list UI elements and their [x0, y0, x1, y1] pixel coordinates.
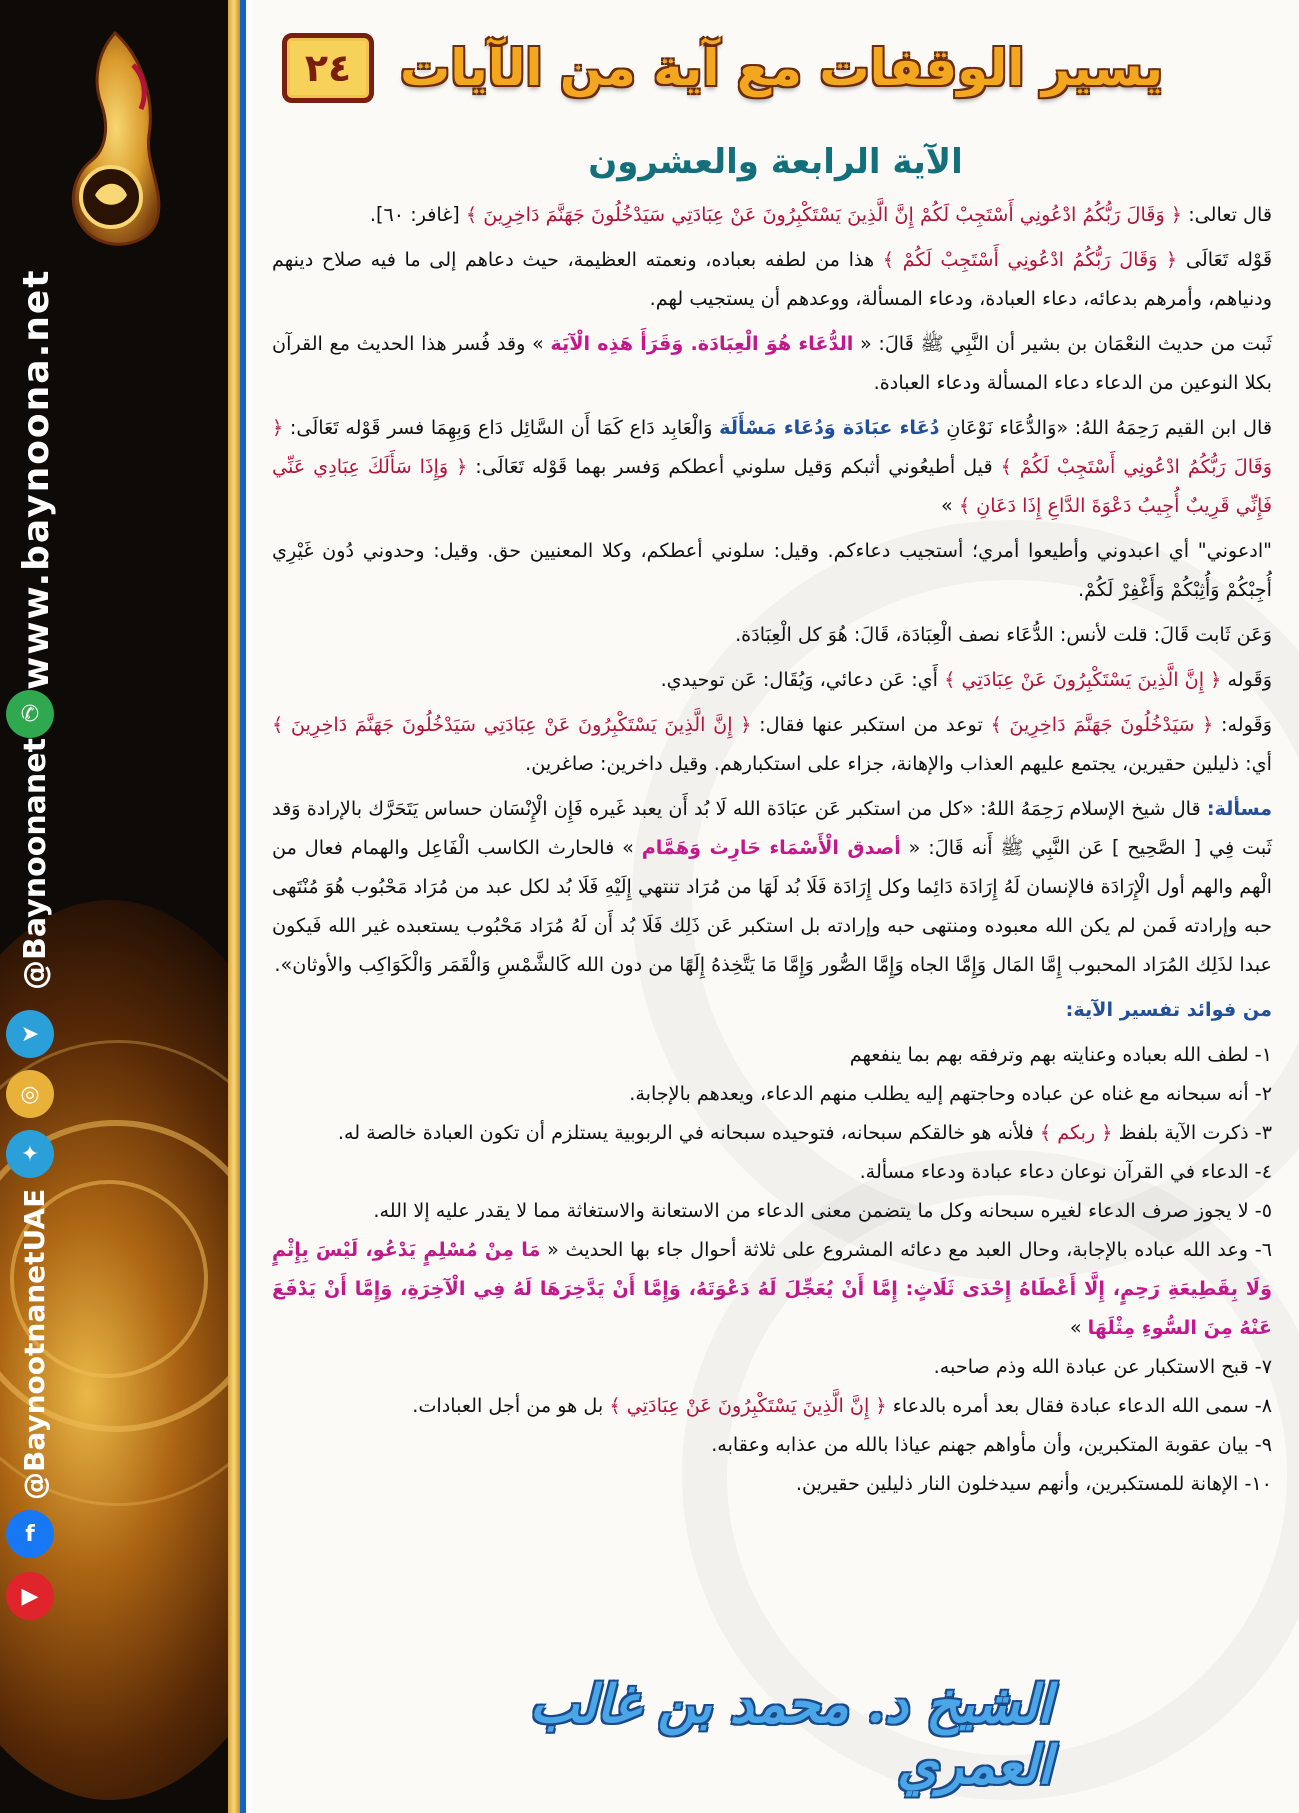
quran-quote: ﴿ إِنَّ الَّذِينَ يَسْتَكْبِرُونَ عَنْ عِبَادَتِي ﴾ [944, 668, 1222, 691]
quran-quote: ﴿ وَقَالَ رَبُّكُمُ ادْعُونِي أَسْتَجِبْ لَكُمْ إِنَّ الَّذِينَ يَسْتَكْبِرُونَ عَنْ عِبَادَتِي سَيَدْخُلُونَ جَهَنَّمَ دَاخِرِينَ ﴾ [465, 203, 1183, 226]
quran-quote: ﴿ وَقَالَ رَبُّكُمُ ادْعُونِي أَسْتَجِبْ لَكُمْ ﴾ [882, 248, 1178, 271]
paragraph: مسألة: قال شيخ الإسلام رَحِمَهُ اللهُ: «كل من استكبر عَن عبَادَة الله لَا بُد أَن يعبد غَيره فَإِن الْإِنْسَان حساس يَتَحَرَّك بالإرادة وَقد ثَبت فِي [ الصَّحِيح ] عَن النَّبِي ﷺ أَنه قَالَ: « أصدق الْأَسْمَاء حَارِث وَهَمَّام » فالحارث الكاسب الْفَاعِل والهمام فعال من الْهم والهم أول الْإِرَادَة فالإنسان لَهُ إِرَادَة دَائِما وكل إِرَادَة فَلَا بُد لَهَا من مُرَاد تنتهي إِلَيْهِ فَلَا بُد لكل عبد من مُرَاد مَحْبُوب هُوَ مُنْتَهى حبه وإرادته فَمن لم يكن الله معبوده ومنتهى حبه وإرادته بل استكبر عَن ذَلِك فَلَا بُد أَن لَهُ مُرَاد مَحْبُوب يستعبده غير الله فَيكون عبدا لذَلِك المُرَاد المحبوب إِمَّا المَال وَإِمَّا الجاه وَإِمَّا الصُّور وَإِمَّا مَا يَتَّخِذهُ إِلَهًا من دون الله كَالشَّمْسِ وَالْقَمَر وَالْكَوَاكِب والأوثان». [272, 797, 1272, 976]
quran-quote: ﴿ وَقَالَ رَبُّكُمُ ادْعُونِي أَسْتَجِبْ لَكُمْ ﴾ [272, 416, 1272, 478]
quran-quote: ﴿ ربكم ﴾ [1039, 1121, 1113, 1144]
header [282, 30, 1282, 105]
sidebar [0, 0, 246, 1813]
paragraph: "ادعوني" أي اعبدوني وأطيعوا أمري؛ أستجيب دعاءكم. وقيل: سلوني أعطكم، وكلا المعنيين حق. وقيل: وحدوني دُون غَيْرِي أُجِبْكُمْ وَأُثِبْكُمْ وَأَغْفِرْ لَكُمْ. [272, 539, 1272, 601]
website-url[interactable]: www.baynoona.net [16, 268, 57, 690]
issue-label: مسألة: [1206, 797, 1272, 820]
social-handle-baynootnanetuae[interactable]: @BaynootnanetUAE [18, 1188, 51, 1500]
paragraph: وَقَوله: ﴿ سَيَدْخُلُونَ جَهَنَّمَ دَاخِرِينَ ﴾ توعد من استكبر عنها فقال: ﴿ إِنَّ الَّذِينَ يَسْتَكْبِرُونَ عَنْ عِبَادَتِي سَيَدْخُلُونَ جَهَنَّمَ دَاخِرِينَ ﴾ أي: ذليلين حقيرين، يجتمع عليهم العذاب والإهانة، جزاء على استكبارهم. وقيل داخرين: صاغرين. [272, 713, 1272, 775]
social-handle-baynoonanet[interactable]: @Baynoonanet [18, 738, 53, 990]
instagram-icon[interactable]: ◎ [6, 1070, 54, 1118]
paragraph: قَوْله تَعَالَى ﴿ وَقَالَ رَبُّكُمُ ادْعُونِي أَسْتَجِبْ لَكُمْ ﴾ هذا من لطفه بعباده، ونعمته العظيمة، حيث دعاهم إلى ما فيه صلاح دينهم ودنياهم، وأمرهم بدعائه، دعاء العبادة، ودعاء المسألة، ووعدهم أن يستجيب لهم. [272, 248, 1273, 310]
list-item: ٤- الدعاء في القرآن نوعان دعاء عبادة ودعاء مسألة. [859, 1160, 1272, 1183]
quran-quote: ﴿ إِنَّ الَّذِينَ يَسْتَكْبِرُونَ عَنْ عِبَادَتِي ﴾ [609, 1394, 887, 1417]
benefits-list [272, 1035, 1272, 1503]
youtube-icon[interactable]: ▶ [6, 1572, 54, 1620]
hadith-quote: مَا مِنْ مُسْلِمٍ يَدْعُو، لَيْسَ بِإِثْمٍ وَلَا بِقَطِيعَةِ رَحِمٍ، إِلَّا أَعْطَاهُ إِحْدَى ثَلَاثٍ: إِمَّا أَنْ يُعَجِّلَ لَهُ دَعْوَتَهُ، وَإِمَّا أَنْ يَدَّخِرَهَا لَهُ فِي الْآخِرَةِ، وَإِمَّا أَنْ يَدْفَعَ عَنْهُ مِنَ السُّوءِ مِثْلَهَا [272, 1238, 1272, 1339]
list-item: ٨- سمى الله الدعاء عبادة فقال بعد أمره بالدعاء ﴿ إِنَّ الَّذِينَ يَسْتَكْبِرُونَ عَنْ عِبَادَتِي ﴾ بل هو من أجل العبادات. [412, 1394, 1272, 1417]
list-item: ٩- بيان عقوبة المتكبرين، وأن مأواهم جهنم عياذا بالله من عذابه وعقابه. [711, 1433, 1272, 1456]
benefits-heading: من فوائد تفسير الآية: [1065, 998, 1272, 1021]
quran-quote: ﴿ سَيَدْخُلُونَ جَهَنَّمَ دَاخِرِينَ ﴾ [990, 713, 1214, 736]
verse-subtitle: الآية الرابعة والعشرون [588, 142, 963, 182]
list-item: ٥- لا يجوز صرف الدعاء لغيره سبحانه وكل ما يتضمن معنى الدعاء من الاستعانة والاستغاثة مما لا يقدر عليه إلا الله. [373, 1199, 1272, 1222]
paragraph: قال ابن القيم رَحِمَهُ اللهُ: «وَالدُّعَاء نَوْعَانِ دُعَاء عبَادَة وَدُعَاء مَسْأَلَة وَالْعَابِد دَاع كَمَا أَن السَّائِل دَاع وَبِهِمَا فسر قَوْله تَعَالَى: ﴿ وَقَالَ رَبُّكُمُ ادْعُونِي أَسْتَجِبْ لَكُمْ ﴾ قيل أطيعُوني أثبكم وَقيل سلوني أعطكم وَفسر بهما قَوْله تَعَالَى: ﴿ وَإِذَا سَأَلَكَ عِبَادِي عَنِّي فَإِنِّي قَرِيبٌ أُجِيبُ دَعْوَةَ الدَّاعِ إِذَا دَعَانِ ﴾ » [272, 416, 1273, 517]
paragraph: قال تعالى: ﴿ وَقَالَ رَبُّكُمُ ادْعُونِي أَسْتَجِبْ لَكُمْ إِنَّ الَّذِينَ يَسْتَكْبِرُونَ عَنْ عِبَادَتِي سَيَدْخُلُونَ جَهَنَّمَ دَاخِرِينَ ﴾ [غافر: ٦٠]. [369, 203, 1272, 226]
list-item: ٢- أنه سبحانه مع غناه عن عباده وحاجتهم إليه يطلب منهم الدعاء، ويعدهم بالإجابة. [629, 1082, 1272, 1105]
telegram-icon[interactable]: ➤ [6, 1010, 54, 1058]
hadith-quote: الدُّعَاء هُوَ الْعِبَادَة. وَقَرَأَ هَذِه الْآيَة [550, 332, 854, 355]
twitter-icon[interactable]: ✦ [6, 1130, 54, 1178]
paragraph: ثَبت من حديث النعْمَان بن بشير أن النَّبِي ﷺ قَالَ: « الدُّعَاء هُوَ الْعِبَادَة. وَقَرَأَ هَذِه الْآيَة » وقد فُسر هذا الحديث مع القرآن بكلا النوعين من الدعاء دعاء المسألة ودعاء العبادة. [272, 332, 1272, 394]
list-item: ٦- وعد الله عباده بالإجابة، وحال العبد مع دعائه المشروع على ثلاثة أحوال جاء بها الحديث « مَا مِنْ مُسْلِمٍ يَدْعُو، لَيْسَ بِإِثْمٍ وَلَا بِقَطِيعَةِ رَحِمٍ، إِلَّا أَعْطَاهُ إِحْدَى ثَلَاثٍ: إِمَّا أَنْ يُعَجِّلَ لَهُ دَعْوَتَهُ، وَإِمَّا أَنْ يَدَّخِرَهَا لَهُ فِي الْآخِرَةِ، وَإِمَّا أَنْ يَدْفَعَ عَنْهُ مِنَ السُّوءِ مِثْلَهَا » [272, 1238, 1272, 1339]
quran-quote: ﴿ إِنَّ الَّذِينَ يَسْتَكْبِرُونَ عَنْ عِبَادَتِي سَيَدْخُلُونَ جَهَنَّمَ دَاخِرِينَ ﴾ [272, 713, 752, 736]
whatsapp-icon[interactable]: ✆ [6, 690, 54, 738]
facebook-icon[interactable]: f [6, 1510, 54, 1558]
list-item: ٧- قبح الاستكبار عن عبادة الله وذم صاحبه. [933, 1355, 1272, 1378]
author-signature: الشيخ د. محمد بن غالب العمري [529, 1674, 1052, 1796]
hadith-quote: أصدق الْأَسْمَاء حَارِث وَهَمَّام [641, 836, 901, 859]
main-panel [252, 0, 1299, 1813]
paragraph: وَقَوله ﴿ إِنَّ الَّذِينَ يَسْتَكْبِرُونَ عَنْ عِبَادَتِي ﴾ أَي: عَن دعائي، وَيُقَال: عَن توحيدي. [660, 668, 1272, 691]
paragraph: وَعَن ثَابت قَالَ: قلت لأنس: الدُّعَاء نصف الْعِبَادَة، قَالَ: هُوَ كل الْعِبَادَة. [735, 623, 1272, 646]
list-item: ١- لطف الله بعباده وعنايته بهم وترفقه بهم بما ينفعهم [849, 1043, 1272, 1066]
list-item: ١٠- الإهانة للمستكبرين، وأنهم سيدخلون النار ذليلين حقيرين. [795, 1472, 1272, 1495]
episode-number-badge: ٢٤ [282, 33, 374, 103]
highlight-text: دُعَاء عبَادَة وَدُعَاء مَسْأَلَة [719, 416, 940, 439]
page-title: يسير الوقفات مع آية من الآيات [400, 38, 1163, 97]
blue-border [240, 0, 246, 1813]
quran-quote: ﴿ وَإِذَا سَأَلَكَ عِبَادِي عَنِّي فَإِنِّي قَرِيبٌ أُجِيبُ دَعْوَةَ الدَّاعِ إِذَا دَعَانِ ﴾ [272, 455, 1272, 517]
list-item: ٣- ذكرت الآية بلفظ ﴿ ربكم ﴾ فلأنه هو خالقكم سبحانه، فتوحيده سبحانه في الربوبية يستلزم أن تكون العبادة خالصة له. [337, 1121, 1272, 1144]
gold-border [228, 0, 240, 1813]
article-body [272, 195, 1272, 1503]
baynoona-logo-icon [45, 25, 175, 255]
